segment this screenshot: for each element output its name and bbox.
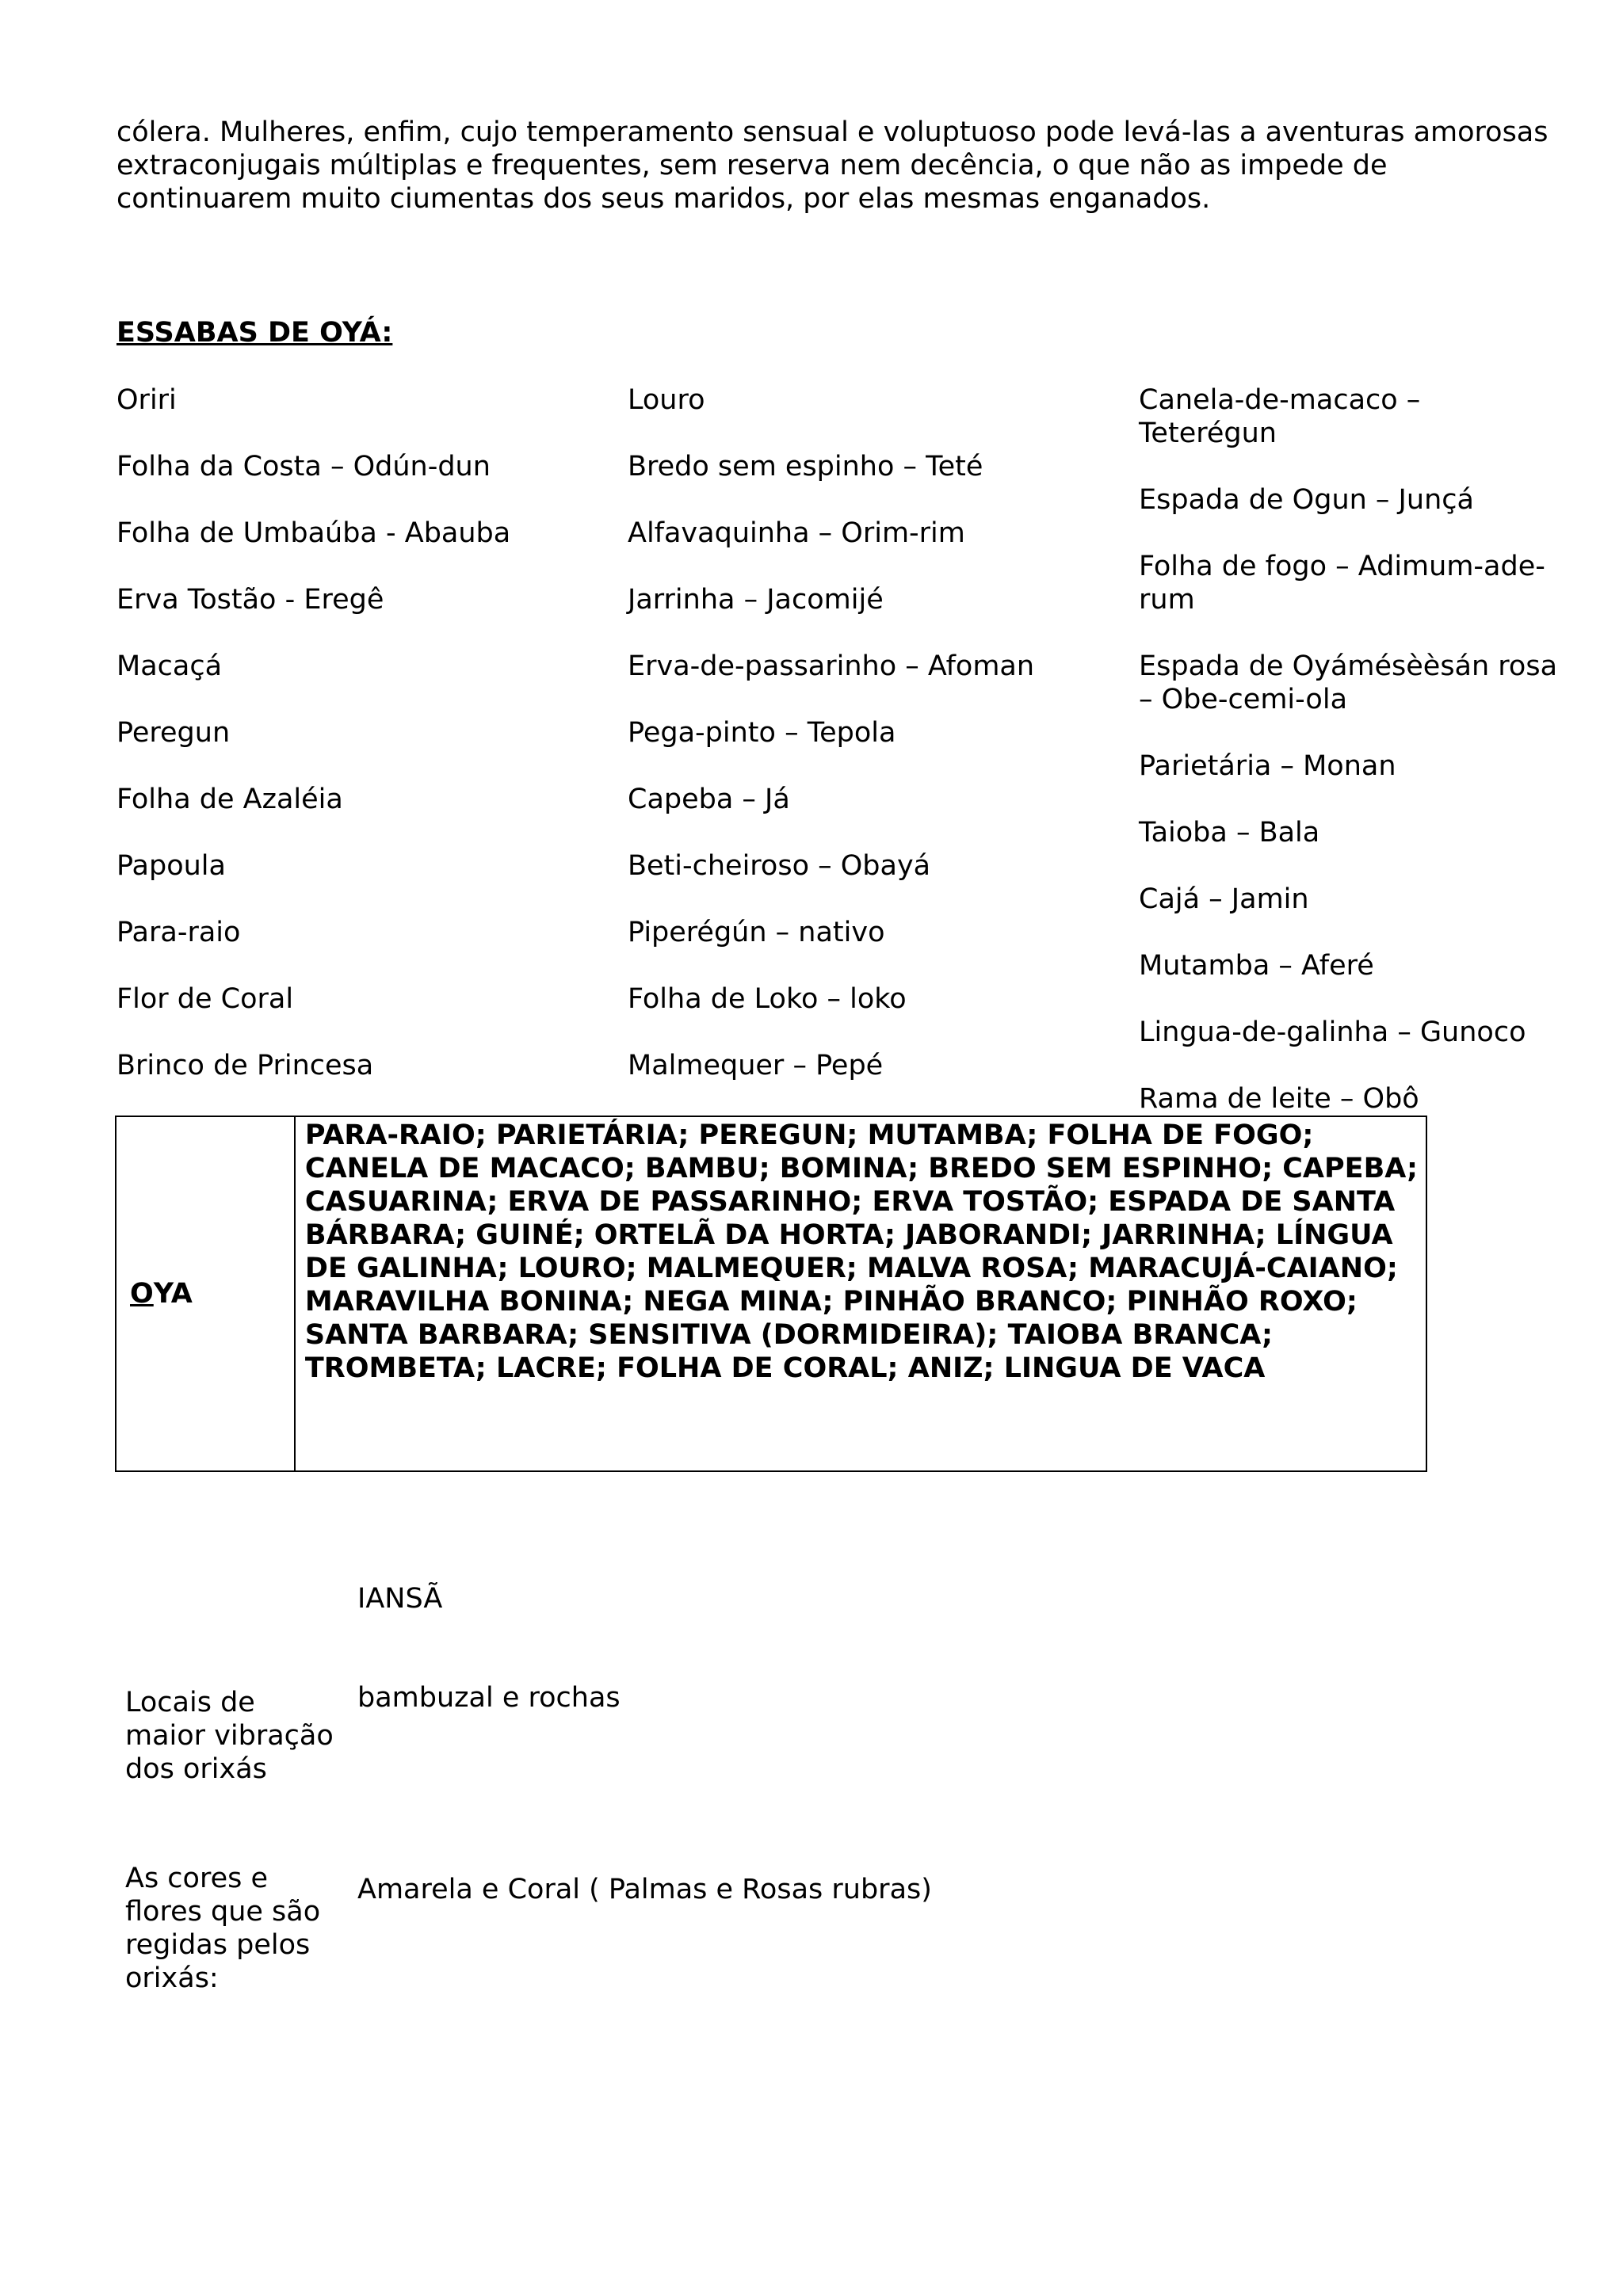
herb-item: Espada de Ogun – Junçá <box>1139 484 1474 516</box>
herb-item: Folha de fogo – Adimum-ade-rum <box>1139 551 1545 616</box>
oya-herb-line: MARAVILHA BONINA; NEGA MINA; PINHÃO BRANCO; PINHÃO ROXO; <box>304 1286 1358 1318</box>
oya-herb-line: CASUARINA; ERVA DE PASSARINHO; ERVA TOSTÃO; ESPADA DE SANTA <box>304 1186 1396 1218</box>
intro-line: cólera. Mulheres, enfim, cujo temperamento sensual e voluptuoso pode levá-las a aventuras amorosas <box>116 116 1549 148</box>
oya-herb-line: DE GALINHA; LOURO; MALMEQUER; MALVA ROSA; MARACUJÁ-CAIANO; <box>304 1253 1398 1284</box>
herb-item: Taioba – Bala <box>1139 817 1320 849</box>
herb-item: Bredo sem espinho – Teté <box>628 451 983 482</box>
herb-item: Brinco de Princesa <box>116 1050 374 1081</box>
herb-item: Louro <box>628 384 705 416</box>
section-heading: ESSABAS DE OYÁ: <box>116 317 393 349</box>
herb-item: Flor de Coral <box>116 983 294 1015</box>
locais-label-line: maior vibração <box>125 1720 334 1752</box>
locais-label <box>125 1686 355 1786</box>
herb-item: Canela-de-macaco – Teterégun <box>1139 384 1421 449</box>
herb-item: Lingua-de-galinha – Gunoco <box>1139 1016 1526 1048</box>
locais-value: bambuzal e rochas <box>357 1682 621 1714</box>
herb-item: Malmequer – Pepé <box>628 1050 884 1081</box>
herb-item: Folha de Azaléia <box>116 784 343 815</box>
intro-line: extraconjugais múltiplas e frequentes, sem reserva nem decência, o que não as impede de <box>116 150 1388 181</box>
intro-line: continuarem muito ciumentas dos seus maridos, por elas mesmas enganados. <box>116 183 1211 215</box>
iansa-title: IANSÃ <box>357 1583 443 1615</box>
oya-herb-line: BÁRBARA; GUINÉ; ORTELÃ DA HORTA; JABORANDI; JARRINHA; LÍNGUA <box>304 1219 1393 1251</box>
herb-item: Beti-cheiroso – Obayá <box>628 850 931 882</box>
intro-paragraph <box>116 116 1567 215</box>
herb-item: Erva Tostão - Eregê <box>116 584 384 616</box>
herb-item: Espada de Oyámésèèsán rosa – Obe-cemi-ola <box>1139 650 1558 715</box>
herb-item: Cajá – Jamin <box>1139 883 1309 915</box>
herb-item: Para-raio <box>116 917 241 948</box>
oya-herb-line: SANTA BARBARA; SENSITIVA (DORMIDEIRA); TAIOBA BRANCA; <box>304 1319 1273 1351</box>
herb-column-3 <box>1139 383 1563 1149</box>
herb-item: Parietária – Monan <box>1139 750 1396 782</box>
herb-item: Papoula <box>116 850 226 882</box>
herb-item: Macaçá <box>116 650 223 682</box>
herb-item: Erva-de-passarinho – Afoman <box>628 650 1035 682</box>
herb-item: Folha da Costa – Odún-dun <box>116 451 491 482</box>
cores-label-line: As cores e <box>125 1863 269 1894</box>
locais-label-line: Locais de <box>125 1687 255 1718</box>
herb-item: Folha de Loko – loko <box>628 983 907 1015</box>
oya-herb-table <box>115 1116 1427 1472</box>
herb-item: Capeba – Já <box>628 784 790 815</box>
oya-name-cell <box>116 1117 296 1470</box>
cores-label-line: orixás: <box>125 1962 219 1994</box>
herb-item: Oriri <box>116 384 177 416</box>
cores-label <box>125 1862 355 1995</box>
herb-item: Rama de leite – Obô <box>1139 1083 1419 1115</box>
herb-item: Peregun <box>116 717 231 749</box>
herb-item: Pega-pinto – Tepola <box>628 717 896 749</box>
oya-name-rest: YA <box>153 1278 193 1310</box>
oya-herb-line: PARA-RAIO; PARIETÁRIA; PEREGUN; MUTAMBA; FOLHA DE FOGO; <box>304 1119 1314 1151</box>
herb-item: Mutamba – Aferé <box>1139 950 1374 982</box>
cores-label-line: regidas pelos <box>125 1929 311 1961</box>
oya-herb-line: CANELA DE MACACO; BAMBU; BOMINA; BREDO SEM ESPINHO; CAPEBA; <box>304 1153 1418 1184</box>
herb-item: Piperégún – nativo <box>628 917 885 948</box>
oya-herbs-cell <box>296 1117 1426 1470</box>
oya-name-initial: O <box>130 1278 154 1310</box>
locais-label-line: dos orixás <box>125 1753 267 1785</box>
herb-item: Jarrinha – Jacomijé <box>628 584 884 616</box>
cores-value: Amarela e Coral ( Palmas e Rosas rubras) <box>357 1874 932 1905</box>
herb-column-2 <box>628 383 1103 1116</box>
herb-column-1 <box>116 383 592 1116</box>
cores-label-line: flores que são <box>125 1896 321 1928</box>
oya-herb-line: TROMBETA; LACRE; FOLHA DE CORAL; ANIZ; LINGUA DE VACA <box>304 1352 1266 1384</box>
herb-item: Folha de Umbaúba - Abauba <box>116 517 511 549</box>
herb-item: Alfavaquinha – Orim-rim <box>628 517 965 549</box>
